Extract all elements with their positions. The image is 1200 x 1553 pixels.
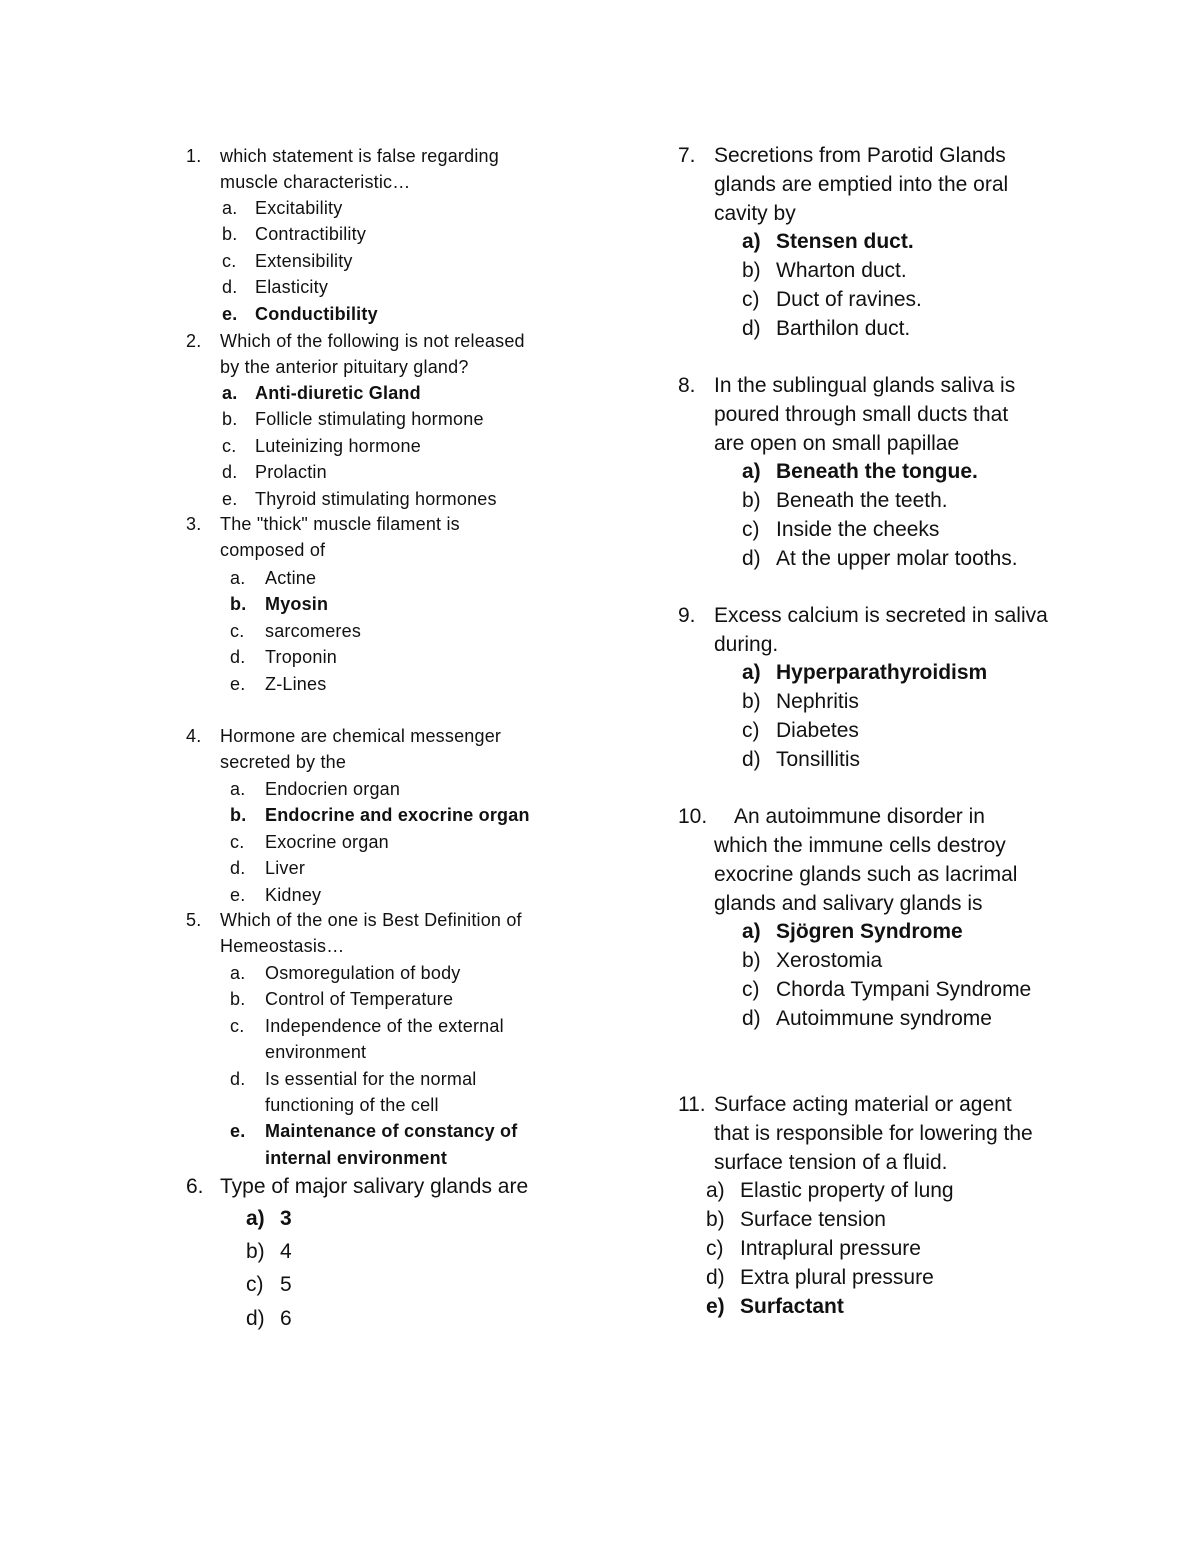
- option-letter: c): [246, 1273, 264, 1297]
- question-text: Secretions from Parotid Glands: [714, 144, 1006, 167]
- option-text: Tonsillitis: [776, 748, 861, 771]
- question-text: cavity by: [714, 202, 796, 225]
- option-letter: d): [742, 547, 761, 570]
- option-text: Beneath the teeth.: [776, 489, 948, 512]
- option-letter: a.: [222, 198, 238, 218]
- question-number: 6.: [186, 1175, 204, 1198]
- option-letter: b): [742, 949, 761, 972]
- question-number: 10.: [678, 805, 708, 828]
- question-text: The "thick" muscle filament is: [220, 514, 460, 534]
- option-text: Duct of ravines.: [776, 288, 922, 311]
- question-number: 8.: [678, 374, 696, 397]
- question-text: which statement is false regarding: [220, 146, 499, 166]
- option-letter: e.: [230, 673, 246, 694]
- option-text: Is essential for the normal: [265, 1068, 477, 1089]
- option-text: Wharton duct.: [776, 259, 907, 282]
- option-text: internal environment: [265, 1147, 448, 1168]
- option-text: Xerostomia: [776, 949, 883, 972]
- question-number: 5.: [186, 910, 202, 930]
- question-text: glands and salivary glands is: [714, 892, 983, 915]
- question-number: 2.: [186, 331, 202, 351]
- option-text: Luteinizing hormone: [255, 435, 421, 456]
- option-text: Exocrine organ: [265, 831, 389, 852]
- option-text: Myosin: [265, 594, 329, 615]
- option-letter: d.: [222, 277, 238, 298]
- option-text: Control of Temperature: [265, 989, 454, 1010]
- option-letter: c): [742, 288, 760, 311]
- option-text: Surfactant: [740, 1295, 844, 1318]
- question-text: Surface acting material or agent: [714, 1093, 1012, 1116]
- option-letter: b): [742, 489, 761, 512]
- option-text: Extra plural pressure: [740, 1266, 934, 1289]
- question-text: Type of major salivary glands are: [220, 1175, 529, 1198]
- option-letter: b): [742, 690, 761, 713]
- option-text: Kidney: [265, 884, 322, 905]
- option-letter: b): [246, 1240, 265, 1264]
- option-text: At the upper molar tooths.: [776, 547, 1018, 570]
- option-letter: c): [742, 978, 760, 1001]
- question-text: Which of the following is not released: [220, 331, 525, 351]
- option-letter: b.: [222, 409, 238, 430]
- question-text: during.: [714, 633, 779, 656]
- option-text: Follicle stimulating hormone: [255, 409, 484, 430]
- option-text: Diabetes: [776, 719, 859, 742]
- question-number: 3.: [186, 514, 202, 534]
- option-letter: c.: [230, 831, 245, 852]
- option-text: Extensibility: [255, 250, 353, 271]
- question-text: which the immune cells destroy: [714, 834, 1006, 857]
- question-number: 11.: [678, 1093, 706, 1116]
- option-text: Beneath the tongue.: [776, 460, 978, 483]
- question-text: surface tension of a fluid.: [714, 1151, 948, 1174]
- option-text: Stensen duct.: [776, 230, 914, 253]
- option-letter: b.: [230, 989, 246, 1010]
- option-letter: a): [742, 661, 761, 684]
- option-letter: c): [706, 1237, 724, 1260]
- option-letter: d.: [230, 1068, 246, 1089]
- question-text: are open on small papillae: [714, 432, 960, 455]
- question-number: 4.: [186, 726, 202, 746]
- question-text: that is responsible for lowering the: [714, 1122, 1033, 1145]
- option-letter: d): [706, 1266, 725, 1289]
- option-letter: d): [742, 1007, 761, 1030]
- question-text: composed of: [220, 540, 326, 561]
- option-letter: a.: [230, 963, 246, 983]
- question-text: by the anterior pituitary gland?: [220, 357, 469, 378]
- option-text: Barthilon duct.: [776, 317, 911, 340]
- option-text: 4: [280, 1240, 292, 1264]
- option-letter: d): [742, 748, 761, 771]
- option-letter: a): [246, 1207, 265, 1230]
- question-text: secreted by the: [220, 752, 347, 773]
- option-text: Z-Lines: [265, 673, 327, 694]
- option-text: Prolactin: [255, 462, 327, 483]
- question-text: muscle characteristic…: [220, 172, 411, 193]
- option-letter: d.: [230, 647, 246, 668]
- option-text: functioning of the cell: [265, 1095, 439, 1115]
- option-letter: c.: [230, 620, 245, 641]
- option-letter: c): [742, 719, 760, 742]
- question-text: In the sublingual glands saliva is: [714, 374, 1016, 397]
- option-text: 6: [280, 1306, 292, 1330]
- option-letter: d.: [222, 462, 238, 483]
- option-text: Inside the cheeks: [776, 518, 940, 541]
- option-text: sarcomeres: [265, 620, 362, 641]
- option-letter: d): [742, 317, 761, 340]
- option-letter: b.: [222, 224, 238, 245]
- option-letter: a.: [222, 383, 238, 403]
- option-letter: c.: [222, 250, 237, 271]
- option-text: Endocrine and exocrine organ: [265, 805, 530, 826]
- question-text: Which of the one is Best Definition of: [220, 910, 522, 930]
- option-text: Conductibility: [255, 303, 378, 324]
- option-letter: e.: [230, 1121, 246, 1142]
- option-text: Contractibility: [255, 224, 367, 245]
- option-letter: e): [706, 1295, 725, 1318]
- question-number: 7.: [678, 144, 696, 167]
- option-letter: d): [246, 1306, 265, 1330]
- option-text: Endocrien organ: [265, 779, 401, 799]
- option-letter: a): [706, 1179, 725, 1202]
- option-letter: b): [742, 259, 761, 282]
- option-text: Nephritis: [776, 690, 859, 713]
- option-letter: b): [706, 1208, 725, 1231]
- option-letter: a): [742, 920, 761, 943]
- option-text: Hyperparathyroidism: [776, 661, 988, 684]
- option-text: Independence of the external: [265, 1015, 504, 1036]
- option-text: Elastic property of lung: [740, 1179, 954, 1202]
- option-letter: e.: [230, 884, 246, 905]
- option-text: Chorda Tympani Syndrome: [776, 978, 1032, 1001]
- question-text: An autoimmune disorder in: [734, 805, 985, 828]
- option-letter: a): [742, 460, 761, 483]
- option-text: 5: [280, 1273, 292, 1297]
- option-text: Osmoregulation of body: [265, 963, 461, 983]
- option-text: Anti-diuretic Gland: [255, 383, 421, 403]
- option-letter: a): [742, 230, 761, 253]
- option-letter: d.: [230, 858, 246, 879]
- option-letter: a.: [230, 568, 246, 588]
- option-text: Surface tension: [740, 1208, 886, 1231]
- option-text: Liver: [265, 858, 306, 879]
- question-text: Hormone are chemical messenger: [220, 726, 502, 746]
- option-letter: e.: [222, 488, 238, 509]
- option-text: Intraplural pressure: [740, 1237, 921, 1260]
- question-text: Hemeostasis…: [220, 936, 345, 957]
- question-text: poured through small ducts that: [714, 403, 1009, 426]
- option-letter: b.: [230, 594, 247, 615]
- option-letter: c.: [230, 1015, 245, 1036]
- question-text: Excess calcium is secreted in saliva: [714, 604, 1048, 627]
- question-number: 9.: [678, 604, 696, 627]
- option-letter: c.: [222, 435, 237, 456]
- option-text: Elasticity: [255, 277, 329, 298]
- question-text: glands are emptied into the oral: [714, 173, 1009, 196]
- option-text: Actine: [265, 568, 317, 588]
- option-text: Sjögren Syndrome: [776, 920, 963, 943]
- option-letter: b.: [230, 805, 247, 826]
- question-number: 1.: [186, 146, 202, 166]
- option-letter: a.: [230, 779, 246, 799]
- option-text: Excitability: [255, 198, 343, 218]
- option-text: Troponin: [265, 647, 337, 668]
- option-text: 3: [280, 1207, 292, 1230]
- option-text: environment: [265, 1042, 367, 1063]
- option-text: Thyroid stimulating hormones: [255, 488, 497, 509]
- option-text: Autoimmune syndrome: [776, 1007, 992, 1030]
- option-text: Maintenance of constancy of: [265, 1121, 518, 1142]
- question-text: exocrine glands such as lacrimal: [714, 863, 1018, 886]
- option-letter: e.: [222, 303, 238, 324]
- option-letter: c): [742, 518, 760, 541]
